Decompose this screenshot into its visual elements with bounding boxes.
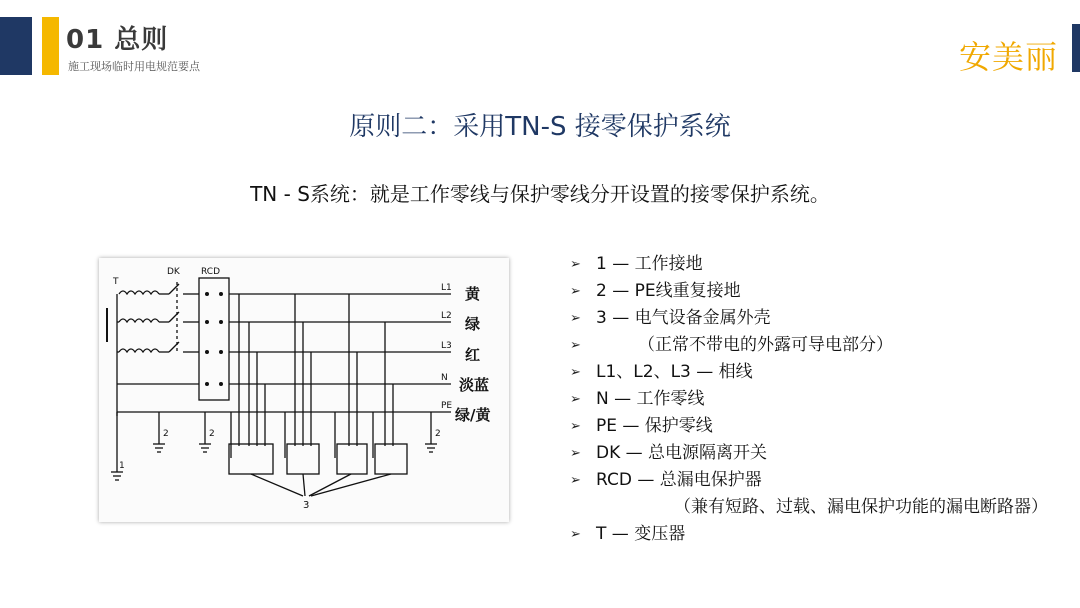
diagram-svg: [99, 258, 509, 522]
legend-item-text: T — 变压器: [596, 524, 686, 544]
label-dk: DK: [167, 267, 180, 277]
bullet-arrow-icon: ➢: [570, 338, 581, 353]
line-code-l1: L1: [441, 283, 452, 293]
brand-tab: [1072, 24, 1080, 72]
line-color-n: 淡蓝: [459, 376, 490, 394]
transformer-coils: [117, 291, 169, 416]
legend-item-continuation: [570, 494, 1070, 521]
slide-title: 原则二：采用TN-S 接零保护系统: [349, 112, 731, 142]
legend-item-text: RCD — 总漏电保护器: [596, 470, 762, 490]
legend-list: [570, 251, 1070, 548]
bullet-arrow-icon: ➢: [570, 257, 581, 272]
dk-switches: [169, 282, 199, 354]
label-t: T: [113, 277, 119, 287]
legend-item-text: 2 — PE线重复接地: [596, 281, 741, 301]
bullet-arrow-icon: ➢: [570, 284, 581, 299]
legend-item: [570, 332, 1070, 359]
line-color-pe: 绿/黄: [455, 406, 491, 424]
legend-item-text: PE — 保护零线: [596, 416, 713, 436]
line-code-n: N: [441, 373, 448, 383]
bullet-arrow-icon: ➢: [570, 311, 581, 326]
rcd-contacts: [205, 292, 223, 386]
bullet-arrow-icon: ➢: [570, 473, 581, 488]
legend-item: [570, 359, 1070, 386]
legend-item: [570, 251, 1070, 278]
legend-item: [570, 521, 1070, 548]
legend-item: [570, 386, 1070, 413]
legend-item: [570, 278, 1070, 305]
legend-item-text: 1 — 工作接地: [596, 254, 703, 274]
legend-item-text: N — 工作零线: [596, 389, 705, 409]
legend-item: [570, 467, 1070, 494]
legend-item: [570, 305, 1070, 332]
legend-item-text: L1、L2、L3 — 相线: [596, 362, 753, 382]
label-1: 1: [119, 461, 125, 471]
slide-description: TN - S系统：就是工作零线与保护零线分开设置的接零保护系统。: [250, 182, 830, 206]
bullet-arrow-icon: ➢: [570, 419, 581, 434]
label-2a: 2: [163, 429, 169, 439]
line-code-l3: L3: [441, 341, 452, 351]
rcd-box: [199, 278, 229, 400]
bullet-arrow-icon: ➢: [570, 527, 581, 542]
enclosure-leaders: [251, 474, 391, 496]
equipment-enclosures: [229, 412, 407, 474]
line-code-pe: PE: [441, 401, 453, 411]
header-yellow-bar: [42, 17, 59, 75]
bullet-arrow-icon: ➢: [570, 392, 581, 407]
label-3: 3: [303, 500, 310, 511]
label-2b: 2: [209, 429, 215, 439]
tn-s-wiring-diagram: [99, 258, 509, 522]
legend-item-text: 3 — 电气设备金属外壳: [596, 308, 771, 328]
legend-item: [570, 413, 1070, 440]
supply-lines: [117, 294, 451, 412]
legend-item-text: （兼有短路、过载、漏电保护功能的漏电断路器）: [674, 497, 1048, 517]
brand-logo: 安美丽: [958, 38, 1058, 76]
legend-item: [570, 440, 1070, 467]
label-rcd: RCD: [201, 267, 221, 277]
section-subtitle: 施工现场临时用电规范要点: [68, 60, 200, 73]
bullet-arrow-icon: ➢: [570, 446, 581, 461]
legend-item-text: （正常不带电的外露可导电部分）: [638, 335, 893, 355]
line-color-l2: 绿: [465, 315, 481, 333]
bullet-arrow-icon: ➢: [570, 365, 581, 380]
line-code-l2: L2: [441, 311, 452, 321]
label-2c: 2: [435, 429, 441, 439]
line-color-l1: 黄: [465, 285, 481, 303]
legend-item-text: DK — 总电源隔离开关: [596, 443, 768, 463]
header-navy-bar: [0, 17, 32, 75]
line-color-l3: 红: [465, 346, 481, 364]
equipment-drops: [239, 294, 393, 446]
section-title: 01 总则: [66, 25, 169, 55]
